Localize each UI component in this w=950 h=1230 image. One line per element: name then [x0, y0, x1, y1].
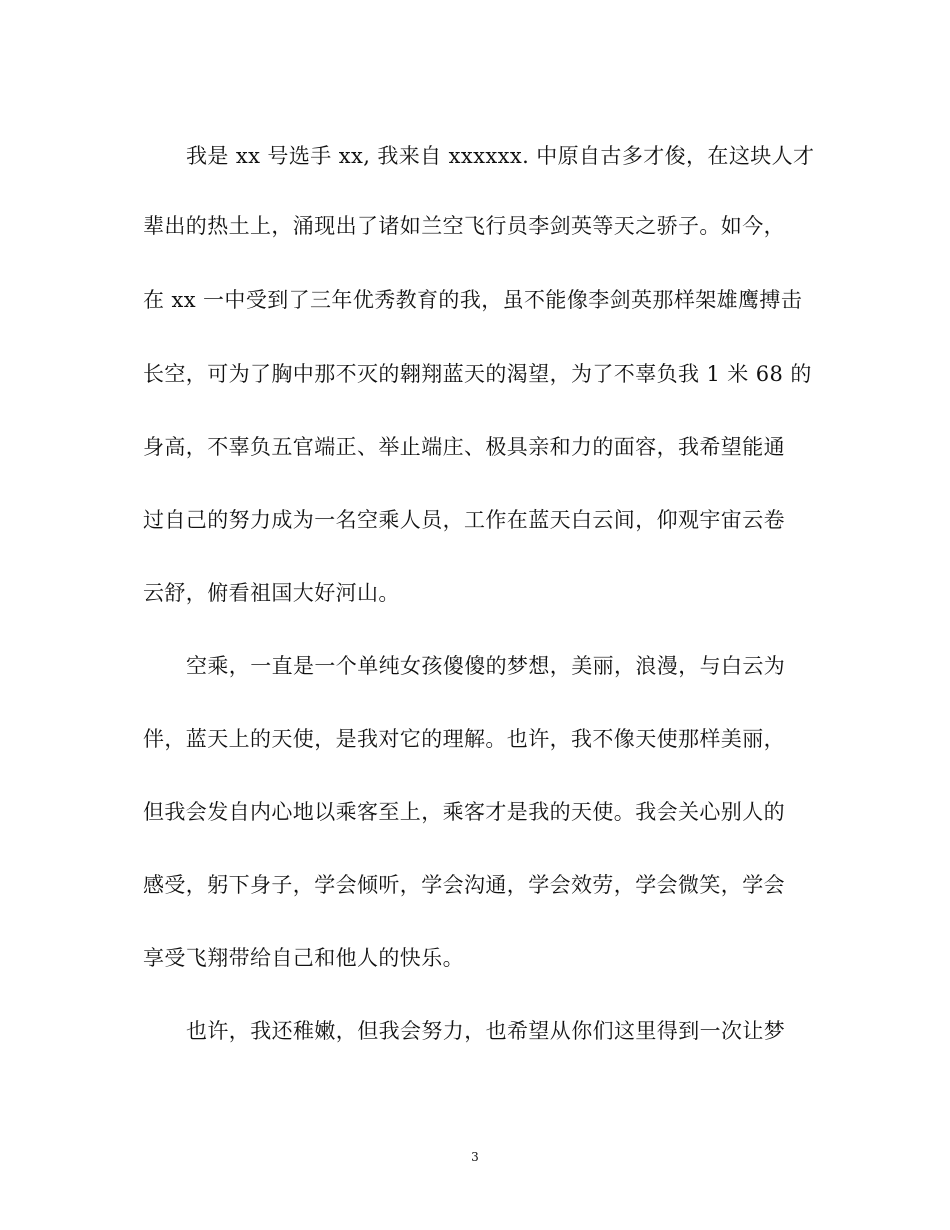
paragraph-line: 身高，不辜负五官端正、举止端庄、极具亲和力的面容，我希望能通: [143, 435, 785, 459]
paragraph-line: 但我会发自内心地以乘客至上，乘客才是我的天使。我会关心别人的: [143, 800, 785, 824]
paragraph-line: 享受飞翔带给自己和他人的快乐。: [143, 946, 464, 970]
paragraph-line: 伴，蓝天上的天使，是我对它的理解。也许，我不像天使那样美丽，: [143, 727, 785, 751]
paragraph-line: 也许，我还稚嫩，但我会努力，也希望从你们这里得到一次让梦: [186, 1019, 786, 1043]
paragraph-line: 感受，躬下身子，学会倾听，学会沟通，学会效劳，学会微笑，学会: [143, 873, 785, 897]
paragraph-line: 辈出的热土上，涌现出了诸如兰空飞行员李剑英等天之骄子。如今，: [143, 214, 785, 238]
paragraph-line: 在 xx 一中受到了三年优秀教育的我，虽不能像李剑英那样架雄鹰搏击: [143, 288, 803, 312]
paragraph-line: 空乘，一直是一个单纯女孩傻傻的梦想，美丽，浪漫，与白云为: [186, 654, 786, 678]
paragraph-line: 长空，可为了胸中那不灭的翱翔蓝天的渴望，为了不辜负我 1 米 68 的: [143, 362, 812, 386]
paragraph-line: 云舒，俯看祖国大好河山。: [143, 581, 400, 605]
paragraph-line: 我是 xx 号选手 xx, 我来自 xxxxxx. 中原自古多才俊，在这块人才: [186, 144, 815, 168]
paragraph-line: 过自己的努力成为一名空乘人员，工作在蓝天白云间，仰观宇宙云卷: [143, 508, 785, 532]
page-number: 3: [471, 1150, 479, 1164]
